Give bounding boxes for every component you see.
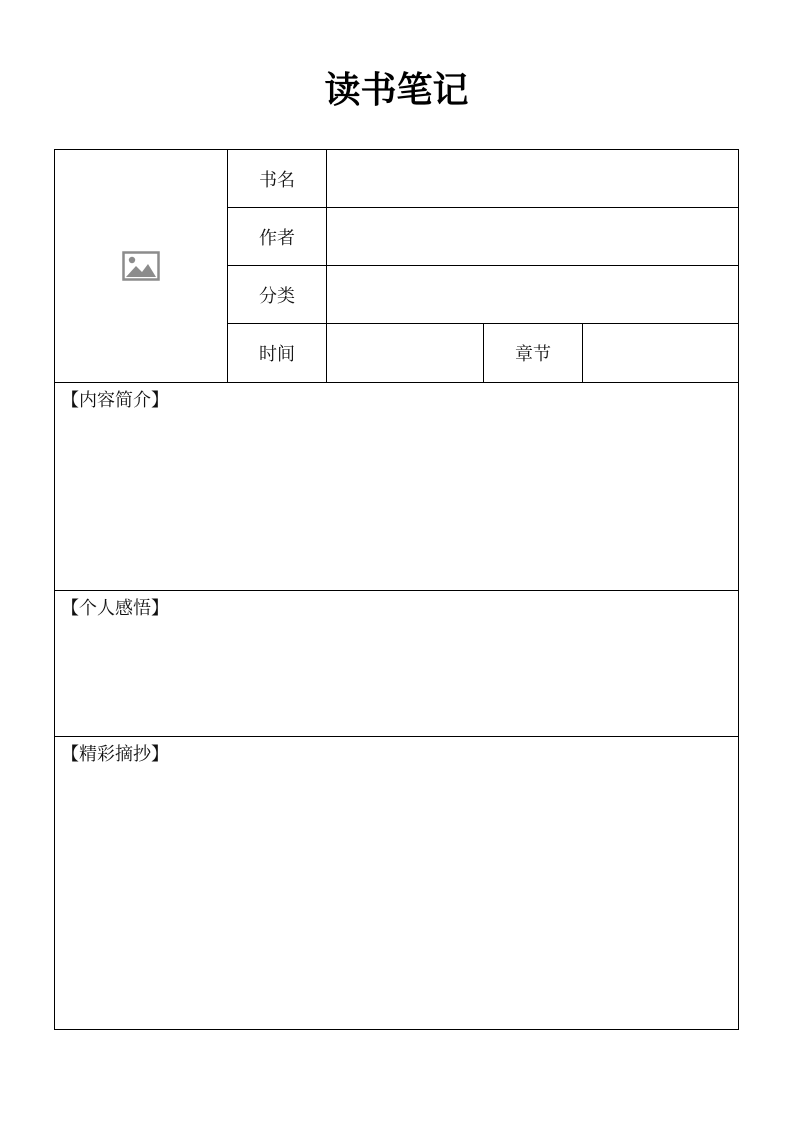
cover-photo-area[interactable] <box>55 150 227 382</box>
image-placeholder-icon <box>122 251 160 281</box>
summary-heading: 【内容简介】 <box>61 390 169 411</box>
chapter-field[interactable] <box>583 324 738 382</box>
excerpts-section[interactable] <box>55 737 738 1029</box>
time-label: 时间 <box>259 344 295 365</box>
category-label: 分类 <box>259 285 295 307</box>
author-field[interactable] <box>327 208 738 265</box>
time-field[interactable] <box>327 324 483 382</box>
page-title: 读书笔记 <box>324 69 469 111</box>
reading-notes-table <box>54 149 739 1030</box>
reflection-heading: 【个人感悟】 <box>61 598 169 619</box>
author-label: 作者 <box>259 227 295 249</box>
book-name-label: 书名 <box>259 169 295 191</box>
summary-section[interactable] <box>55 383 738 590</box>
chapter-label: 章节 <box>515 344 551 365</box>
book-name-field[interactable] <box>327 150 738 207</box>
category-field[interactable] <box>327 266 738 323</box>
reflection-section[interactable] <box>55 591 738 736</box>
excerpts-heading: 【精彩摘抄】 <box>61 744 169 765</box>
